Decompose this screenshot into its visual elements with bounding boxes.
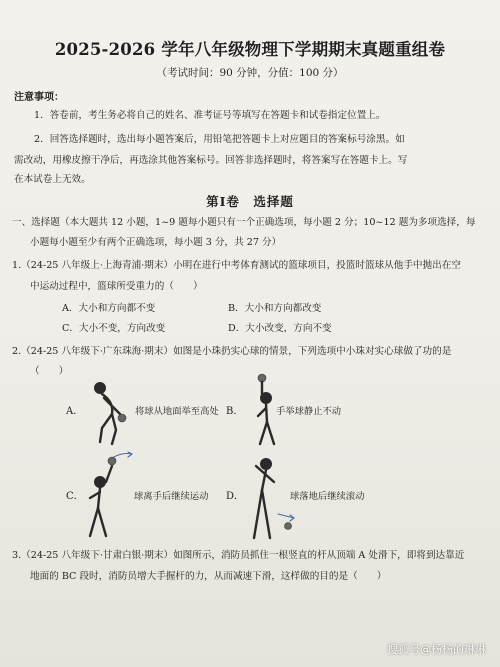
q2-option-c-caption: 球离手后继续运动 <box>134 491 209 502</box>
exam-subtitle: （考试时间：90 分钟，分值：100 分） <box>156 67 344 79</box>
q1-option-b[interactable]: B．大小和方向都改变 <box>228 303 322 314</box>
notes-heading: 注意事项： <box>14 92 64 103</box>
q1-option-a[interactable]: A．大小和方向都不变 <box>62 303 156 314</box>
section-title: 第Ⅰ卷 选择题 <box>206 194 294 209</box>
note-line: 1．答卷前，考生务必将自己的姓名、准考证号等填写在答题卡和试卷指定位置上。 <box>34 110 386 121</box>
q1-option-d[interactable]: D．大小改变，方向不变 <box>228 323 332 334</box>
note-line: 2．回答选择题时，选出每小题答案后，用铅笔把答题卡上对应题目的答案标号涂黑。如 <box>34 134 405 145</box>
q2-option-a-letter[interactable]: A． <box>66 406 84 417</box>
q2-option-a-caption: 将球从地面举至高处 <box>135 406 219 417</box>
figure-throwing-ball <box>82 452 142 542</box>
q2-option-b-caption: 手举球静止不动 <box>276 406 342 417</box>
q2-option-d-caption: 球落地后继续滚动 <box>290 491 365 502</box>
q2-option-c-letter[interactable]: C． <box>66 491 84 502</box>
q2-stem: 2.（24-25 八年级下·广东珠海·期末）如图是小珠扔实心球的情景，下列选项中小珠对实心球做了功的是 <box>12 346 452 357</box>
q1-stem-line2: 中运动过程中，篮球所受重力的（ ） <box>30 281 203 292</box>
exam-title: 2025-2026 学年八年级物理下学期期末真题重组卷 <box>54 40 446 59</box>
q2-stem-line2: （ ） <box>30 366 69 377</box>
q1-stem: 1.（24-25 八年级上·上海青浦·期末）小明在进行中考体育测试的篮球项目，投篮时篮球从他手中抛出在空 <box>12 260 461 271</box>
note-line: 需改动，用橡皮擦干净后，再选涂其他答案标号。回答非选择题时，将答案写在答题卡上。写 <box>14 155 408 166</box>
figure-lifting-ball <box>80 378 140 448</box>
q2-option-d-letter[interactable]: D． <box>226 491 245 502</box>
q1-option-c[interactable]: C．大小不变，方向改变 <box>62 323 166 334</box>
q3-stem-line2: 地面的 BC 段时，消防员增大手握杆的力，从而减速下滑，这样做的目的是（ ） <box>30 571 387 582</box>
section-intro: 小题每小题至少有两个正确选项，每小题 3 分，共 27 分） <box>30 237 282 248</box>
q2-option-b-letter[interactable]: B． <box>226 406 244 417</box>
note-line: 在本试卷上无效。 <box>14 174 91 185</box>
section-intro: 一、选择题（本大题共 12 小题，1~9 题每小题只有一个正确选项，每小题 2 分；10~12 题为多项选择，每 <box>12 217 476 228</box>
watermark: 搜狐号@杨杨的琳琳 <box>387 643 486 656</box>
q3-stem: 3.（24-25 八年级下·甘肃白银·期末）如图所示，消防员抓住一根竖直的杆从顶端 A 处滑下，即将到达靠近 <box>12 550 465 561</box>
